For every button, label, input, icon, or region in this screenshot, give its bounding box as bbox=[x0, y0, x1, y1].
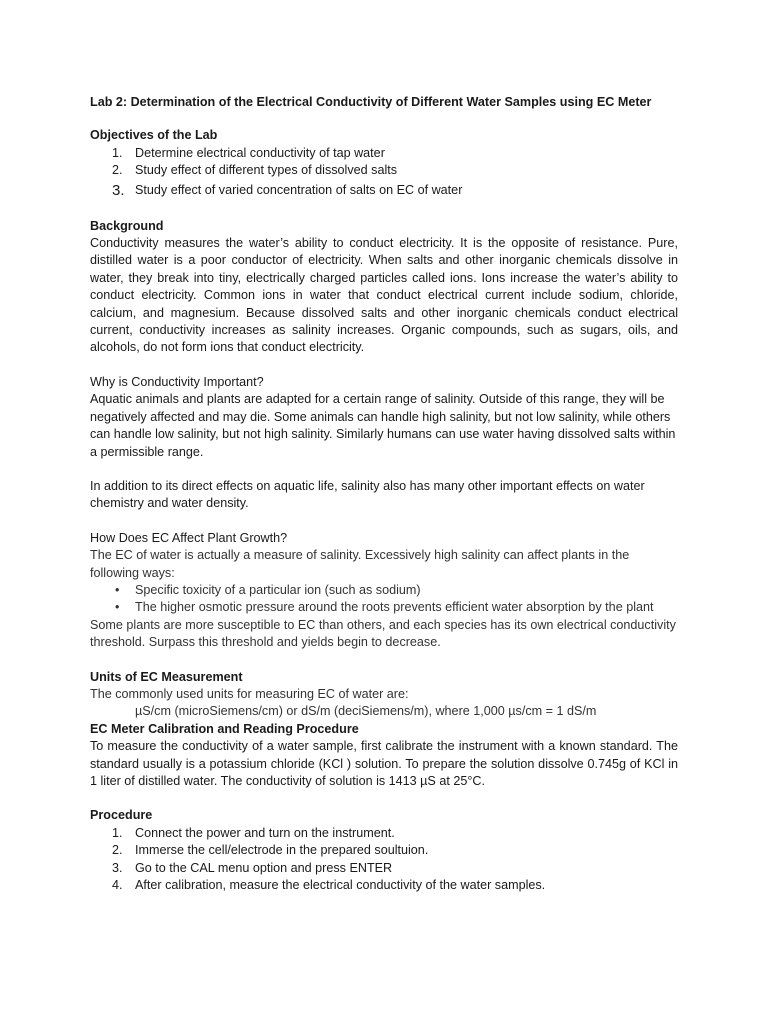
plant-intro: The EC of water is actually a measure of salinity. Excessively high salinity can affect plants in the following ways: bbox=[90, 548, 630, 580]
document-page bbox=[90, 94, 678, 894]
calibration-paragraph: To measure the conductivity of a water sample, first calibrate the instrument with a known standard. The standard usually is a potassium chloride (KCl ) solution. To prepare the solution dissolve 0.745g of KCl in 1 liter of distilled water. The conductivity of solution is 1413 µS at 25°C. bbox=[90, 739, 678, 788]
plant-effect-text: The higher osmotic pressure around the roots prevents efficient water absorption by the plant bbox=[135, 600, 654, 615]
plant-effects-list bbox=[90, 582, 678, 617]
procedure-step bbox=[90, 842, 678, 859]
why-heading: Why is Conductivity Important? bbox=[90, 374, 264, 389]
background-heading: Background bbox=[90, 218, 164, 233]
procedure-step bbox=[90, 860, 678, 877]
procedure-step-text: Immerse the cell/electrode in the prepared soultuion. bbox=[135, 843, 429, 858]
objective-text: Study effect of different types of dissolved salts bbox=[135, 163, 398, 178]
procedure-step bbox=[90, 825, 678, 842]
why-paragraph: Aquatic animals and plants are adapted for a certain range of salinity. Outside of this range, they will be negatively affected and may die. Some animals can handle high salinity, but not low salinity, while others can handle low salinity, but not high salinity. Similarly humans can use water having dissolved salts within a permissible range. bbox=[90, 392, 676, 459]
procedure-step-number: 4. bbox=[112, 878, 123, 893]
objective-number: 3. bbox=[112, 181, 125, 199]
calibration-heading: EC Meter Calibration and Reading Procedure bbox=[90, 721, 359, 736]
bullet-icon: • bbox=[115, 600, 120, 615]
procedure-step-number: 3. bbox=[112, 860, 123, 875]
background-paragraph: Conductivity measures the water’s ability to conduct electricity. It is the opposite of resistance. Pure, distilled water is a poor conductor of electricity. When salts and other inorganic chemicals dissolve in water, they break into tiny, electrically charged particles called ions. Ions increase the water’s ability to conduct electricity. Common ions in water that conduct electrical current include sodium, chloride, calcium, and magnesium. Because dissolved salts and other inorganic chemicals conduct electrical current, conductivity increases as salinity increases. Organic compounds, such as sugars, oils, and alcohols, do not form ions that conduct electricity. bbox=[90, 236, 678, 355]
bullet-icon: • bbox=[115, 582, 120, 597]
why-paragraph-2: In addition to its direct effects on aquatic life, salinity also has many other important effects on water chemistry and water density. bbox=[90, 478, 645, 511]
objectives-list bbox=[90, 145, 678, 201]
procedure-step-text: Go to the CAL menu option and press ENTER bbox=[135, 860, 393, 875]
objective-number: 2. bbox=[112, 163, 123, 178]
plant-effect-item bbox=[90, 599, 678, 616]
objective-text: Determine electrical conductivity of tap water bbox=[135, 145, 385, 160]
units-formula: µS/cm (microSiemens/cm) or dS/m (deciSiemens/m), where 1,000 µs/cm = 1 dS/m bbox=[135, 704, 597, 719]
objective-text: Study effect of varied concentration of salts on EC of water bbox=[135, 182, 463, 197]
procedure-step-number: 2. bbox=[112, 843, 123, 858]
objective-item bbox=[90, 162, 678, 179]
procedure-step-text: Connect the power and turn on the instrument. bbox=[135, 825, 395, 840]
plant-outro: Some plants are more susceptible to EC than others, and each species has its own electrical conductivity threshold. Surpass this threshold and yields begin to decrease. bbox=[90, 617, 676, 650]
plant-effect-text: Specific toxicity of a particular ion (such as sodium) bbox=[135, 582, 421, 597]
procedure-heading: Procedure bbox=[90, 808, 153, 823]
objective-item bbox=[90, 180, 678, 201]
units-heading: Units of EC Measurement bbox=[90, 669, 243, 684]
plant-effect-item bbox=[90, 582, 678, 599]
procedure-list bbox=[90, 825, 678, 895]
procedure-step-text: After calibration, measure the electrical conductivity of the water samples. bbox=[135, 878, 546, 893]
procedure-step bbox=[90, 877, 678, 894]
objective-item bbox=[90, 145, 678, 162]
objective-number: 1. bbox=[112, 145, 123, 160]
objectives-heading: Objectives of the Lab bbox=[90, 128, 218, 143]
plant-heading: How Does EC Affect Plant Growth? bbox=[90, 530, 288, 545]
document-title: Lab 2: Determination of the Electrical Conductivity of Different Water Samples using EC Meter bbox=[90, 95, 652, 109]
procedure-step-number: 1. bbox=[112, 825, 123, 840]
units-paragraph: The commonly used units for measuring EC of water are: bbox=[90, 686, 409, 701]
